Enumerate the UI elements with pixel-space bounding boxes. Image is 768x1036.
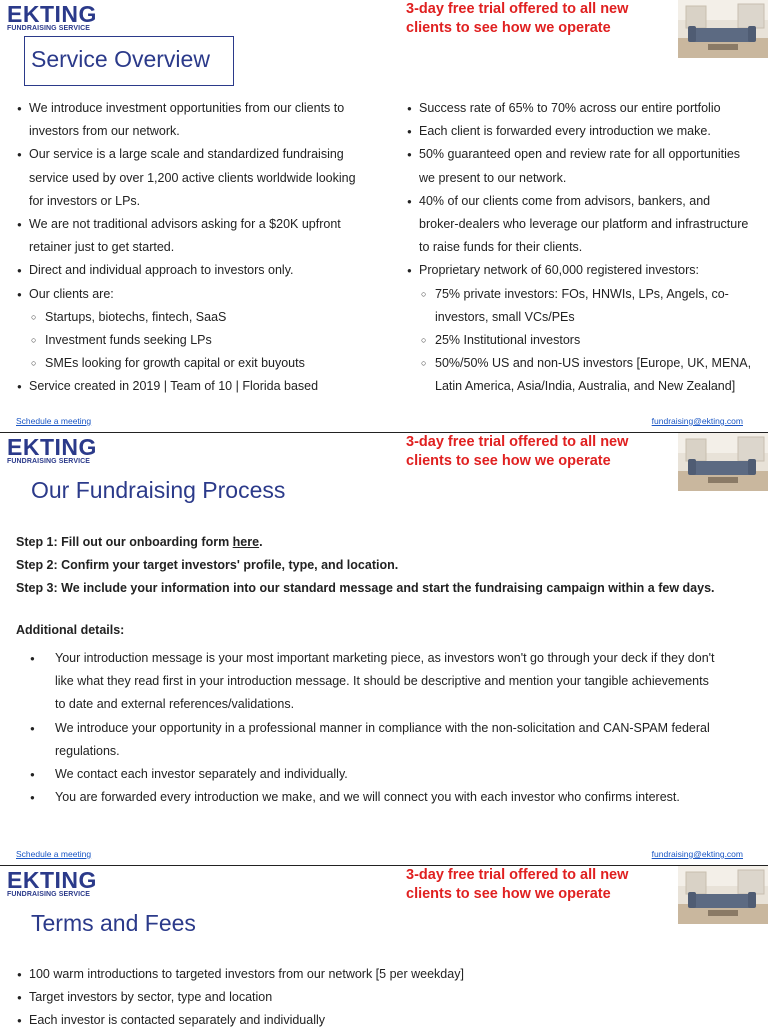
sub-list-item: ○ SMEs looking for growth capital or exit buyouts	[17, 352, 372, 375]
schedule-meeting-link[interactable]: Schedule a meeting	[16, 416, 92, 426]
ekting-logo	[7, 868, 97, 898]
list-item: ● You are forwarded every introduction we make, and we will connect you with each investor who confirms interest.	[30, 786, 720, 809]
email-link[interactable]: fundraising@ekting.com	[651, 416, 743, 426]
step-1-end: .	[259, 535, 263, 549]
list-item: ● Proprietary network of 60,000 registered investors:	[407, 259, 752, 282]
logo-name: EKTING	[7, 867, 97, 893]
list-item: ● Your introduction message is your most important marketing piece, as investors won't go through your deck if they don't like what they read first in your introduction message. It should be descriptive and mention your tangible achievements to date and external references/validations.	[30, 647, 720, 717]
details-list	[30, 647, 720, 809]
list-item: ● We contact each investor separately and individually.	[30, 763, 720, 786]
trial-notice: 3-day free trial offered to all new clients to see how we operate	[406, 867, 629, 902]
list-item: ● Our service is a large scale and standardized fundraising service used by over 1,200 active clients worldwide looking for investors or LPs.	[17, 143, 372, 213]
list-item: ● Each investor is contacted separately and individually	[17, 1009, 717, 1032]
overview-left-list	[17, 97, 372, 399]
slide-service-overview	[0, 0, 768, 432]
details-heading: Additional details:	[16, 623, 125, 637]
office-photo-thumbnail	[678, 0, 768, 58]
sub-list-item: ○ Investment funds seeking LPs	[17, 329, 372, 352]
schedule-meeting-link[interactable]: Schedule a meeting	[16, 849, 92, 859]
sub-list-item: ○ Startups, biotechs, fintech, SaaS	[17, 306, 372, 329]
logo-name: EKTING	[7, 1, 97, 27]
step-2: Step 2: Confirm your target investors' profile, type, and location.	[16, 558, 399, 572]
logo-name: EKTING	[7, 434, 97, 460]
office-photo-thumbnail	[678, 866, 768, 924]
process-steps	[16, 531, 715, 600]
ekting-logo	[7, 2, 97, 32]
list-item: ● Direct and individual approach to investors only.	[17, 259, 372, 282]
list-item: ● 100 warm introductions to targeted investors from our network [5 per weekday]	[17, 963, 717, 986]
office-photo-image	[678, 433, 768, 491]
office-photo-thumbnail	[678, 433, 768, 491]
step-1-text: Step 1: Fill out our onboarding form	[16, 535, 233, 549]
ekting-logo	[7, 435, 97, 465]
step-1	[16, 531, 715, 554]
list-item: ● Target investors by sector, type and location	[17, 986, 717, 1009]
page-title: Service Overview	[24, 36, 234, 86]
logo-tagline: FUNDRAISING SERVICE	[7, 458, 91, 465]
onboarding-form-link[interactable]: here	[232, 535, 260, 549]
slide-fundraising-process	[0, 433, 768, 865]
list-item: ● Each client is forwarded every introduction we make.	[407, 120, 752, 143]
list-item: ● Our clients are:	[17, 283, 372, 306]
office-photo-image	[678, 0, 768, 58]
list-item: ● We introduce investment opportunities from our clients to investors from our network.	[17, 97, 372, 143]
step-3: Step 3: We include your information into our standard message and start the fundraising campaign within a few days.	[16, 581, 715, 595]
office-photo-image	[678, 866, 768, 924]
sub-list-item: ○ 75% private investors: FOs, HNWIs, LPs, Angels, co-investors, small VCs/PEs	[407, 283, 752, 329]
slide-terms-and-fees	[0, 866, 768, 1036]
trial-notice: 3-day free trial offered to all new clients to see how we operate	[406, 1, 629, 36]
trial-notice: 3-day free trial offered to all new clients to see how we operate	[406, 434, 629, 469]
list-item: ● We are not traditional advisors asking for a $20K upfront retainer just to get started.	[17, 213, 372, 259]
overview-right-list	[407, 97, 752, 399]
list-item: ● 50% guaranteed open and review rate for all opportunities we present to our network.	[407, 143, 752, 189]
page-title: Terms and Fees	[31, 910, 196, 936]
logo-tagline: FUNDRAISING SERVICE	[7, 25, 91, 32]
sub-list-item: ○ 50%/50% US and non-US investors [Europe, UK, MENA, Latin America, Asia/India, Australia, and New Zealand]	[407, 352, 752, 398]
list-item: ● Success rate of 65% to 70% across our entire portfolio	[407, 97, 752, 120]
page-title: Our Fundraising Process	[31, 477, 286, 503]
list-item: ● We introduce your opportunity in a professional manner in compliance with the non-solicitation and CAN-SPAM federal regulations.	[30, 717, 720, 763]
terms-list	[17, 963, 717, 1033]
email-link[interactable]: fundraising@ekting.com	[651, 849, 743, 859]
list-item: ● Service created in 2019 | Team of 10 | Florida based	[17, 375, 372, 398]
logo-tagline: FUNDRAISING SERVICE	[7, 891, 91, 898]
sub-list-item: ○ 25% Institutional investors	[407, 329, 752, 352]
list-item: ● 40% of our clients come from advisors, bankers, and broker-dealers who leverage our platform and infrastructure to raise funds for their clients.	[407, 190, 752, 260]
